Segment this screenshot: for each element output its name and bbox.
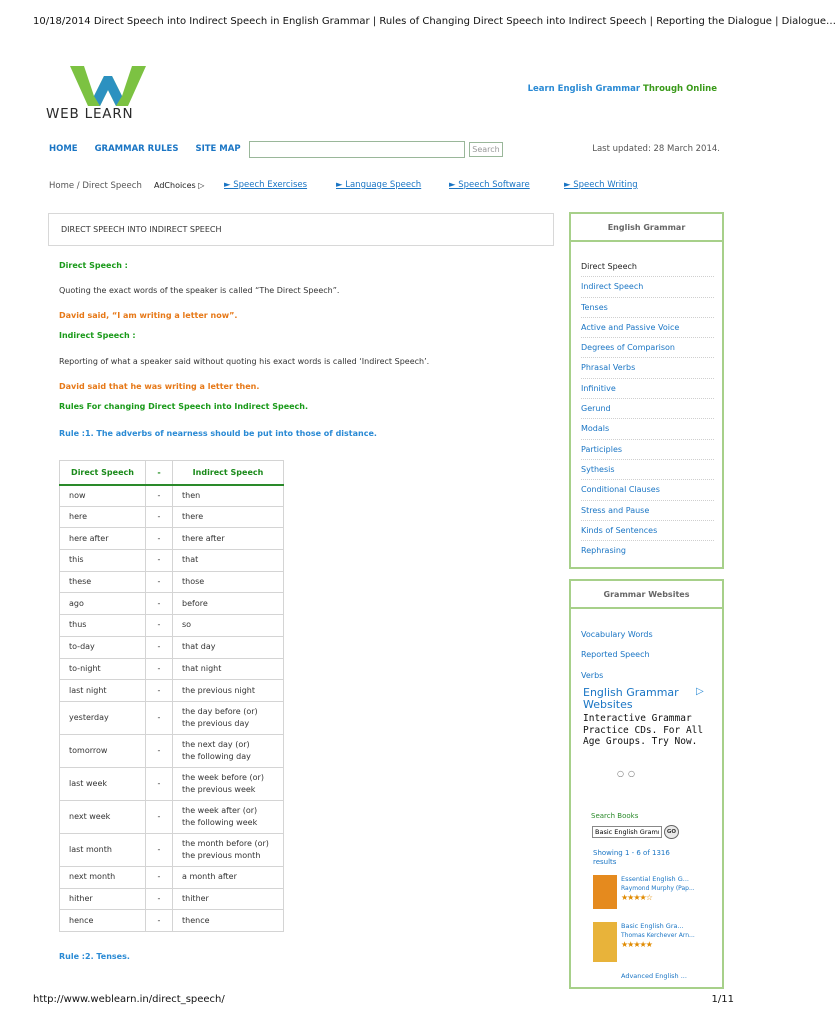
separator-cell: - [146,485,173,507]
tagline-part2: Through Online [640,84,717,94]
table-row [60,485,284,507]
table-row [60,680,284,702]
sidebar-item-gerund[interactable]: Gerund [581,399,714,419]
indirect-speech-line: that [182,555,199,565]
table-row [60,506,284,528]
table-row [60,571,284,593]
sidebar-item-infinitive[interactable]: Infinitive [581,379,714,399]
tagline [528,84,717,94]
search-input[interactable] [249,141,465,158]
indirect-speech-line: those [182,577,205,587]
direct-speech-cell: yesterday [60,701,146,734]
table-row [60,888,284,910]
indirect-speech-line: that night [182,663,222,673]
ad-link-language-speech[interactable]: ► Language Speech [336,180,422,190]
sidebar-ad-body: Interactive Grammar Practice CDs. For All Age Groups. Try Now. [583,713,704,747]
book-title[interactable]: Basic English Gra... [621,922,684,930]
direct-speech-cell: ago [60,593,146,615]
speech-table [59,460,284,932]
indirect-speech-cell [173,680,284,702]
table-row [60,833,284,866]
table-row [60,866,284,888]
indirect-speech-cell [173,615,284,637]
direct-speech-cell: last month [60,833,146,866]
indirect-speech-cell [173,550,284,572]
sidebar-item-phrasal-verbs[interactable]: Phrasal Verbs [581,358,714,378]
sidebar-item-tenses[interactable]: Tenses [581,298,714,318]
table-row [60,615,284,637]
indirect-speech-line: so [182,620,192,630]
page-title-box [48,213,554,246]
direct-speech-cell: hence [60,910,146,932]
ad-links [224,180,638,190]
book-author[interactable]: Thomas Kerchever Arn... [621,932,695,939]
indirect-speech-line: the previous month [182,850,261,860]
separator-cell: - [146,528,173,550]
indirect-speech-line: the day before (or) [182,706,258,716]
direct-speech-cell: to-night [60,658,146,680]
sidebar-item-participles[interactable]: Participles [581,440,714,460]
indirect-speech-line: before [182,598,208,608]
indirect-speech-cell [173,888,284,910]
separator-cell: - [146,615,173,637]
rule-2: Rule :2. Tenses. [59,952,130,961]
table-row [60,767,284,800]
go-button[interactable]: GO [664,825,679,839]
nav-site-map[interactable]: SITE MAP [195,144,241,154]
logo-text: WEB LEARN [46,106,134,122]
rating-stars-icon: ★★★★☆ [621,893,652,902]
separator-cell: - [146,658,173,680]
search-button[interactable]: Search [469,142,503,157]
sidebar-item-vocabulary-words[interactable]: Vocabulary Words [581,630,653,639]
nav-grammar-rules[interactable]: GRAMMAR RULES [94,144,179,154]
direct-speech-cell: here [60,506,146,528]
adchoices-icon[interactable]: ▷ [696,686,704,697]
indirect-speech-line: the week before (or) [182,772,264,782]
book-author[interactable]: Raymond Murphy (Pap... [621,885,695,892]
direct-speech-cell: last week [60,767,146,800]
sidebar-item-degrees-of-comparison[interactable]: Degrees of Comparison [581,338,714,358]
direct-speech-heading: Direct Speech : [59,261,128,270]
direct-speech-cell: tomorrow [60,734,146,767]
direct-speech-example: David said, “I am writing a letter now”. [59,311,238,320]
book-cover-image[interactable] [593,875,617,909]
nav-home[interactable]: HOME [49,144,78,154]
separator-cell: - [146,701,173,734]
indirect-speech-line: the next day (or) [182,739,250,749]
indirect-speech-line: the following week [182,817,258,827]
indirect-speech-line: then [182,490,201,500]
direct-speech-definition: Quoting the exact words of the speaker is called “The Direct Speech”. [59,286,340,295]
indirect-speech-cell [173,767,284,800]
ad-link-speech-exercises[interactable]: ► Speech Exercises [224,180,308,190]
table-row [60,658,284,680]
sidebar-item-active-and-passive-voice[interactable]: Active and Passive Voice [581,318,714,338]
separator-cell: - [146,833,173,866]
separator-cell: - [146,571,173,593]
header-direct-speech: Direct Speech [60,461,146,485]
print-footer-url: http://www.weblearn.in/direct_speech/ [33,994,225,1005]
breadcrumb[interactable]: Home / Direct Speech [49,181,142,191]
indirect-speech-line: a month after [182,872,237,882]
separator-cell: - [146,550,173,572]
indirect-speech-line: that day [182,642,216,652]
adchoices-text: AdChoices [154,181,196,190]
table-row [60,550,284,572]
sidebar-item-rephrasing[interactable]: Rephrasing [581,546,626,556]
indirect-speech-cell [173,701,284,734]
separator-cell: - [146,767,173,800]
table-row [60,593,284,615]
book-item[interactable] [593,922,708,962]
grammar-sidebar-title: English Grammar [571,214,722,242]
sidebar-item-modals[interactable]: Modals [581,419,714,439]
indirect-speech-line: there [182,512,204,522]
print-header: 10/18/2014 Direct Speech into Indirect Speech in English Grammar | Rules of Changing Direct Speech into Indirect Speech | Reporting the Dialogue | Dialogue… [33,16,836,27]
separator-cell: - [146,888,173,910]
direct-speech-cell: now [60,485,146,507]
tagline-part1: Learn English Grammar [527,84,641,94]
separator-cell: - [146,506,173,528]
indirect-speech-cell [173,506,284,528]
websites-list [581,625,714,686]
sidebar-item-stress-and-pause[interactable]: Stress and Pause [581,501,714,521]
sidebar-item-conditional-clauses[interactable]: Conditional Clauses [581,480,714,500]
direct-speech-cell: thus [60,615,146,637]
sidebar-item-sythesis[interactable]: Sythesis [581,460,714,480]
direct-speech-cell: hither [60,888,146,910]
direct-speech-cell: to-day [60,636,146,658]
direct-speech-cell: next month [60,866,146,888]
indirect-speech-cell [173,636,284,658]
book-title[interactable]: Essential English G... [621,875,689,883]
rating-stars-icon: ★★★★★ [621,940,652,949]
indirect-speech-cell [173,485,284,507]
indirect-speech-line: the previous week [182,784,256,794]
table-row [60,636,284,658]
separator-cell: - [146,734,173,767]
indirect-speech-line: thence [182,915,210,925]
direct-speech-cell: last night [60,680,146,702]
indirect-speech-line: the week after (or) [182,805,258,815]
indirect-speech-example: David said that he was writing a letter then. [59,382,260,391]
sidebar-item-direct-speech[interactable]: Direct Speech [581,257,714,277]
search-books-label: Search Books [591,812,639,820]
direct-speech-cell: here after [60,528,146,550]
indirect-speech-cell [173,800,284,833]
last-updated: Last updated: 28 March 2014. [592,144,720,154]
grammar-list [581,257,714,561]
print-footer-page: 1/11 [711,994,734,1005]
indirect-speech-cell [173,734,284,767]
table-row [60,910,284,932]
table-row [60,528,284,550]
indirect-speech-cell [173,910,284,932]
adchoices-label[interactable] [154,181,204,190]
websites-sidebar-title: Grammar Websites [571,581,722,609]
sidebar-item-reported-speech[interactable]: Reported Speech [581,650,650,660]
separator-cell: - [146,910,173,932]
indirect-speech-line: there after [182,533,225,543]
indirect-speech-line: the following day [182,751,251,761]
more-books-link[interactable]: Advanced English ... [621,972,687,980]
separator-cell: - [146,680,173,702]
rule-1: Rule :1. The adverbs of nearness should be put into those of distance. [59,429,377,438]
table-header-row [60,461,284,485]
sidebar-item-kinds-of-sentences[interactable]: Kinds of Sentences [581,521,714,541]
ad-link-speech-software[interactable]: ► Speech Software [449,180,530,190]
direct-speech-cell: next week [60,800,146,833]
play-icon: ▷ [198,181,205,190]
rules-heading: Rules For changing Direct Speech into Indirect Speech. [59,402,309,411]
indirect-speech-line: the previous day [182,718,250,728]
ad-pagination-dots[interactable]: ○○ [617,769,639,778]
separator-cell: - [146,636,173,658]
indirect-speech-cell [173,866,284,888]
sidebar-ad-title[interactable]: English Grammar Websites [583,686,679,711]
indirect-speech-line: the previous night [182,685,255,695]
indirect-speech-line: thither [182,893,209,903]
book-cover-image[interactable] [593,922,617,962]
table-row [60,701,284,734]
header-separator: - [146,461,173,485]
sidebar-ad[interactable] [583,687,711,748]
header-indirect-speech: Indirect Speech [173,461,284,485]
table-row [60,734,284,767]
direct-speech-cell: these [60,571,146,593]
separator-cell: - [146,800,173,833]
separator-cell: - [146,593,173,615]
page-title: DIRECT SPEECH INTO INDIRECT SPEECH [61,225,222,234]
book-item[interactable] [593,875,708,911]
search-books-input[interactable] [592,826,662,838]
sidebar-item-indirect-speech[interactable]: Indirect Speech [581,277,714,297]
indirect-speech-line: the month before (or) [182,838,269,848]
main-nav [49,144,255,154]
indirect-speech-cell [173,658,284,680]
indirect-speech-heading: Indirect Speech : [59,331,136,340]
indirect-speech-cell [173,833,284,866]
table-body [60,485,284,932]
ad-link-speech-writing[interactable]: ► Speech Writing [564,180,638,190]
indirect-speech-cell [173,571,284,593]
separator-cell: - [146,866,173,888]
indirect-speech-cell [173,528,284,550]
indirect-speech-definition: Reporting of what a speaker said without quoting his exact words is called ‘Indirect Speech’. [59,357,430,366]
search-results-count: Showing 1 - 6 of 1316 results [593,849,670,866]
indirect-speech-cell [173,593,284,615]
sidebar-item-verbs[interactable]: Verbs [581,670,604,680]
direct-speech-cell: this [60,550,146,572]
table-row [60,800,284,833]
